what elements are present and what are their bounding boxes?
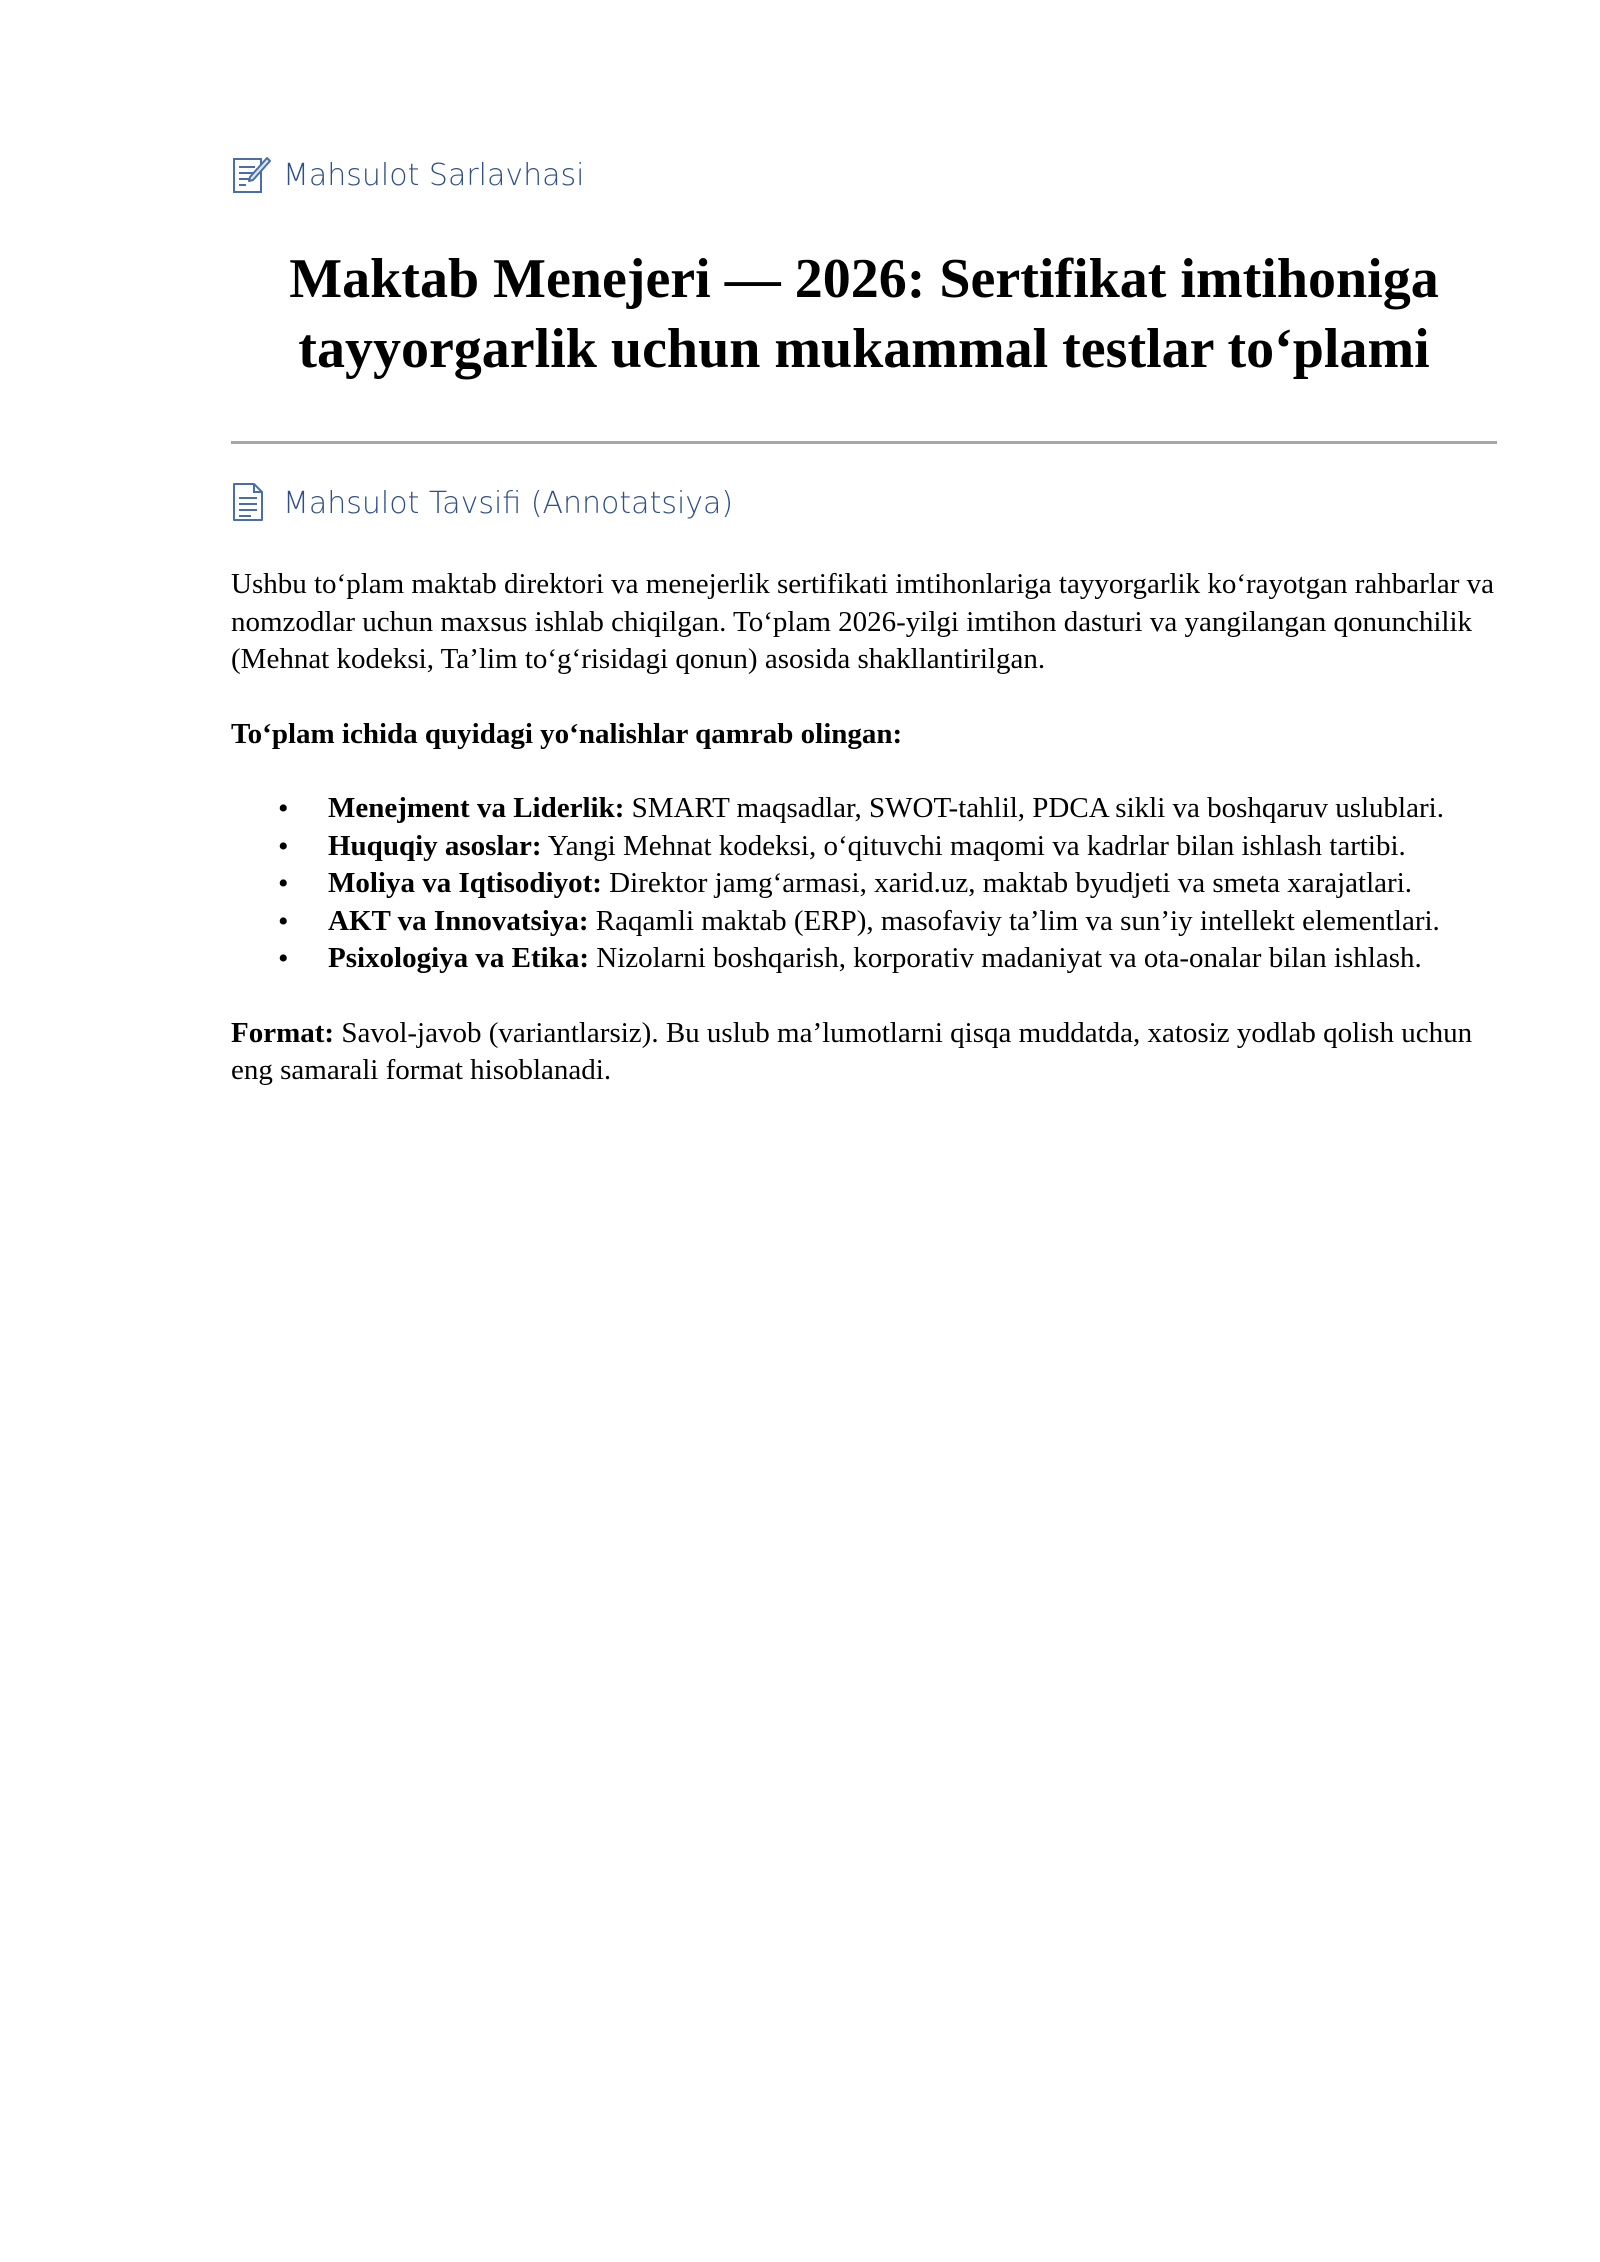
section-divider [231, 441, 1497, 444]
topic-label: Moliya va Iqtisodiyot: [328, 867, 602, 899]
format-text: Savol-javob (variantlarsiz). Bu uslub ma’lumotlarni qisqa muddatda, xatosiz yodlab qolish uchun eng samarali format hisoblanadi. [231, 1016, 1473, 1086]
topic-label: Menejment va Liderlik: [328, 792, 625, 824]
list-item [231, 865, 1497, 903]
list-item [231, 903, 1497, 941]
topic-text: Nizolarni boshqarish, korporativ madaniyat va ota-onalar bilan ishlash. [589, 942, 1422, 974]
topic-text: Raqamli maktab (ERP), masofaviy ta’lim va sun’iy intellekt elementlari. [588, 904, 1440, 937]
product-title-heading [231, 154, 585, 196]
format-paragraph [231, 1015, 1497, 1090]
topic-text: Direktor jamg‘armasi, xarid.uz, maktab byudjeti va smeta xarajatlari. [601, 867, 1412, 899]
list-item [231, 940, 1497, 978]
format-label: Format: [231, 1016, 335, 1049]
description-intro: Ushbu to‘plam maktab direktori va menejerlik sertifikati imtihonlariga tayyorgarlik ko‘rayotgan rahbarlar va nomzodlar uchun maxsus ishlab chiqilgan. To‘plam 2026-yilgi imtihon dasturi va yangilangan qonunchilik (Mehnat kodeksi, Ta’lim to‘g‘risidagi qonun) asosida shakllantirilgan. [231, 568, 1494, 675]
product-title-heading-text: Mahsulot Sarlavhasi [283, 157, 585, 193]
description-heading [231, 482, 733, 524]
topic-text: Yangi Mehnat kodeksi, o‘qituvchi maqomi va kadrlar bilan ishlash tartibi. [541, 829, 1406, 862]
topic-label: AKT va Innovatsiya: [328, 904, 589, 937]
topic-label: Huquqiy asoslar: [328, 829, 542, 862]
product-title-line-1: Maktab Menejeri — 2026: Sertifikat imtihoniga [289, 248, 1439, 310]
list-item [231, 828, 1497, 866]
description-heading-text: Mahsulot Tavsifi (Annotatsiya) [283, 485, 734, 521]
page-facing-up-icon [231, 482, 271, 524]
description-body [231, 566, 1497, 1090]
product-title [231, 244, 1497, 384]
list-item [231, 790, 1497, 828]
topic-label: Psixologiya va Etika: [328, 942, 590, 974]
topics-list [231, 790, 1497, 978]
product-title-line-2: tayyorgarlik uchun mukammal testlar to‘plami [298, 318, 1430, 380]
topics-heading: To‘plam ichida quyidagi yo‘nalishlar qamrab olingan: [231, 717, 903, 750]
topic-text: SMART maqsadlar, SWOT-tahlil, PDCA sikli va boshqaruv uslublari. [624, 792, 1444, 824]
memo-pencil-icon [231, 154, 271, 196]
